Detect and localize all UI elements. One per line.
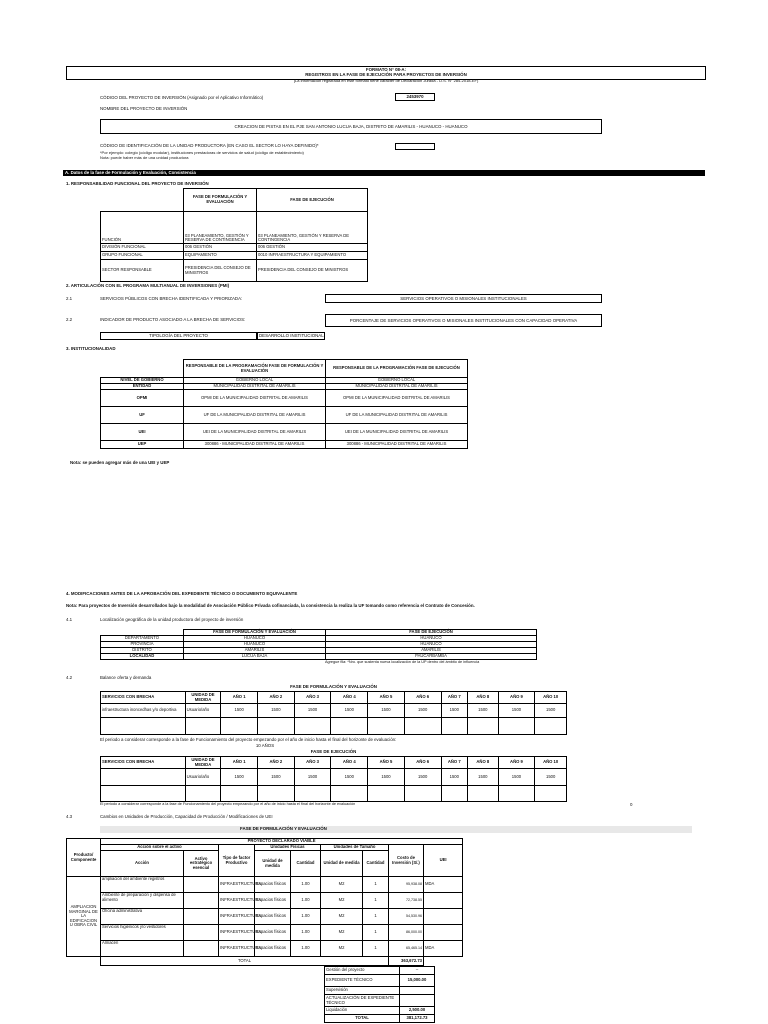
periodo-value: 10 AÑOS [255, 743, 275, 748]
prod-total-label: TOTAL [101, 957, 389, 966]
prod-tipo: INFRAESTRUCTURA [219, 893, 255, 909]
prod-uei [424, 893, 463, 909]
bal-cell: 1500 [404, 704, 441, 718]
balance-fe-header [101, 692, 567, 704]
prod-h-tipo: Tipo de factor Productivo [219, 845, 255, 877]
prod-tipo: INFRAESTRUCTURA [219, 925, 255, 941]
bal-header: AÑO 1 [221, 692, 258, 704]
periodo-note: El periodo a considerar corresponde a la fase de Funcionamiento del proyecto empezando por el año de inicio hasta el final del horizonte de evaluación: [100, 737, 397, 742]
page-title: REGISTROS EN LA FASE DE EJECUCIÓN PARA PROYECTOS DE INVERSIÓN [305, 72, 467, 77]
s2-r1-value[interactable]: SERVICIOS OPERATIVOS O MISIONALES INSTITUCIONALES [325, 294, 602, 303]
s2-r2-label: INDICADOR DE PRODUCTO ASOCIADO A LA BRECHA DE SERVICIOS: [100, 317, 246, 322]
bal-cell: infraestructura inoncedhas y/o deportiva [101, 704, 186, 718]
s3-row-v1: UEI DE LA MUNICIPALIDAD DISTRITAL DE AMARILIS [184, 424, 326, 441]
loc-col2: FASE DE EJECUCIÓN [326, 630, 537, 636]
bal-cell: 1500 [331, 704, 368, 718]
s41-label: Localización geográfica de la unidad productora del proyecto de inversión [100, 617, 244, 622]
bal-cell: 1500 [535, 704, 567, 718]
unidad-note2: Nota: puede haber más de una unidad productora [100, 155, 189, 160]
localizacion-table [100, 629, 537, 660]
nombre-label: NOMBRE DEL PROYECTO DE INVERSIÓN [100, 106, 188, 111]
prod-accion: Oficina administrativa [101, 909, 184, 925]
bal-header: AÑO 3 [294, 757, 331, 769]
s3-note: Nota: se pueden agregar más de una UEI y UEP [70, 460, 170, 465]
prod-uei: MDA [424, 941, 463, 957]
s1-row-v2: 03 PLANEAMIENTO, GESTIÓN Y RESERVA DE CONTINGENCIA [257, 212, 368, 244]
prod-sub-tipo: Espacios físicos [255, 909, 291, 925]
formato-label: FORMATO N° 08-A: [365, 67, 407, 72]
bal-cell: 1500 [468, 704, 499, 718]
s1-row-v2: PRESIDENCIA DEL CONSEJO DE MINISTROS [257, 260, 368, 282]
page-subtitle: (La información registrada en este formato tiene carácter de Declaración Jurada - D.S. N° 284-2018-EF) [293, 78, 479, 83]
section-a-bar: A. Datos de la fase de Formulación y Evaluación, Consistencia [63, 170, 705, 176]
prod-cant2: 1 [363, 893, 389, 909]
prod-h-um: Unidad de medida [255, 851, 291, 877]
bal-header: AÑO 9 [498, 757, 535, 769]
table-row [67, 893, 463, 909]
bal-cell: 1500 [404, 769, 441, 786]
s3-row-v1: 300886 - MUNICIPALIDAD DISTRITAL DE AMARILIS [184, 441, 326, 449]
prod-h-producto: Producto/ Componente [67, 839, 101, 877]
bal-header: AÑO 7 [441, 757, 468, 769]
resumen-label: ACTUALIZACIÓN DE EXPEDIENTE TÉCNICO [325, 995, 400, 1007]
s1-row-label: GRUPO FUNCIONAL [101, 252, 184, 260]
prod-sub-tipo: Espacios físicos [255, 877, 291, 893]
s3-row-v1: UF DE LA MUNICIPALIDAD DISTRITAL DE AMARILIS [184, 407, 326, 424]
resumen-table [324, 966, 435, 1023]
table-row [101, 704, 567, 718]
resumen-value [400, 987, 435, 995]
s3-row-v1: MUNICIPALIDAD DISTRITAL DE AMARILIS [184, 384, 326, 390]
resumen-label: EXPEDIENTE TÉCNICO [325, 975, 400, 987]
prod-cant2: 1 [363, 925, 389, 941]
s4-note: Nota: Para proyectos de Inversión desarrollados bajo la modalidad de Asociación Público Privada cofinanciada, la consistencia la realiza la UF tomando como referencia el Contrato de Concesión. [66, 603, 475, 608]
prod-accion: Ambiente de preparación y dispensa de alimento [101, 893, 184, 909]
periodo-note2: El periodo a considerar corresponde a la fase de Funcionamiento del proyecto empezando por el año de inicio hasta el final del horizonte de evaluación [100, 802, 356, 806]
prod-producto: AMPLIACION MARGINAL DE LA EDIFICACION U OBRA CIVIL [67, 877, 101, 957]
prod-h-uf-group: Unidades Físicas [255, 845, 321, 851]
bal-header: AÑO 8 [468, 757, 499, 769]
bal-header: AÑO 7 [441, 692, 468, 704]
bal-cell [101, 769, 186, 786]
s3-row-label: OPMI [101, 390, 184, 407]
prod-sub-tipo: Espacios físicos [255, 893, 291, 909]
bal-cell: 1500 [498, 769, 535, 786]
loc-row-label: LOCALIDAD [101, 653, 184, 659]
s2-r1-label: SERVICIOS PÚBLICOS CON BRECHA IDENTIFICADA Y PRIORIZADA: [100, 296, 243, 301]
unidad-value[interactable] [395, 143, 435, 150]
bal-header: AÑO 1 [221, 757, 258, 769]
s3-row-v2: UEI DE LA MUNICIPALIDAD DISTRITAL DE AMARILIS [326, 424, 468, 441]
bal-cell: 1500 [221, 704, 258, 718]
s3-row-v2: MUNICIPALIDAD DISTRITAL DE AMARILIS [326, 384, 468, 390]
bal-header: AÑO 4 [331, 757, 368, 769]
prod-h-ut-group: Unidades de Tamaño [321, 845, 389, 851]
s1-row-v1: PRESIDENCIA DEL CONSEJO DE MINISTROS [184, 260, 257, 282]
table-row [67, 925, 463, 941]
prod-h-cant2: Cantidad [363, 851, 389, 877]
prod-total-value: 363,672.73 [389, 957, 424, 966]
prod-sub-tipo: Espacios físicos [255, 941, 291, 957]
zero-value: 0 [630, 802, 633, 807]
prod-cant: 1.00 [291, 909, 321, 925]
s42-label: Balance oferta y demanda [100, 675, 152, 680]
bal-cell: 1500 [368, 704, 405, 718]
table-row [67, 941, 463, 957]
prod-sub-tipo: Espacios físicos [255, 925, 291, 941]
prod-accion: ampliación del ambiente registros [101, 877, 184, 893]
s3-row-label: UF [101, 407, 184, 424]
table-row [101, 769, 567, 786]
bal-header: AÑO 5 [368, 692, 405, 704]
codigo-label: CÓDIGO DEL PROYECTO DE INVERSIÓN (Asignado por el Aplicativo Informático) [100, 95, 264, 100]
s2-r2-value[interactable]: PORCENTAJE DE SERVICIOS OPERATIVOS O MISIONALES INSTITUCIONALES CON CAPACIDAD OPERATIVA [325, 314, 602, 327]
unidad-label: CÓDIGO DE IDENTIFICACIÓN DE LA UNIDAD PRODUCTORA (EN CASO EL SECTOR LO HAYA DEFINIDO)* [100, 143, 319, 148]
prod-tipo: INFRAESTRUCTURA [219, 909, 255, 925]
fe-title: FASE DE FORMULACIÓN Y EVALUACIÓN [290, 684, 377, 689]
s1-row-v2: 0010 INFRAESTRUCTURA Y EQUIPAMIENTO [257, 252, 368, 260]
produccion-table [66, 838, 463, 966]
loc-row-v2: HUANUCO [326, 641, 537, 647]
s1-row-label: DIVISIÓN FUNCIONAL [101, 244, 184, 252]
s3-col1: RESPONSABLE DE LA PROGRAMACIÓN FASE DE FORMULACIÓN Y EVALUACIÓN [184, 360, 326, 378]
bal-cell: 1500 [258, 769, 295, 786]
loc-row-v2: HUANUCO [326, 635, 537, 641]
resumen-label: Gestión del proyecto [325, 967, 400, 975]
s1-row-v1: EQUIPAMIENTO [184, 252, 257, 260]
s3-row-v1: GOBIERNO LOCAL [184, 378, 326, 384]
bal-header: SERVICIOS CON BRECHA [101, 757, 186, 769]
bal-header: UNIDAD DE MEDIDA [185, 692, 221, 704]
bal-header: AÑO 9 [498, 692, 535, 704]
tipologia-label: TIPOLOGÍA DEL PROYECTO [100, 332, 257, 340]
bal-cell: 1500 [535, 769, 567, 786]
prod-cant2: 1 [363, 877, 389, 893]
codigo-value[interactable]: 2453970 [395, 93, 435, 101]
prod-um2: M2 [321, 893, 363, 909]
prod-um2: M2 [321, 877, 363, 893]
loc-row-v2: PAUCARBAMBA [326, 653, 537, 659]
prod-cant: 1.00 [291, 877, 321, 893]
loc-row-label: DISTRITO [101, 647, 184, 653]
responsabilidad-table [100, 188, 368, 282]
prod-accion: Servicios higiénicos y/o vestidores [101, 925, 184, 941]
s4-title: 4. MODIFICACIONES ANTES DE LA APROBACIÓN DEL EXPEDIENTE TÉCNICO O DOCUMENTO EQUIVALENTE [66, 591, 298, 596]
prod-uei [424, 909, 463, 925]
prod-costo: 54,530.96 [389, 909, 424, 925]
resumen-value: 381,172.73 [400, 1015, 435, 1023]
s1-col1: FASE DE FORMULACIÓN Y EVALUACIÓN [184, 189, 257, 212]
prod-costo: 95,938.08 [389, 877, 424, 893]
ej-title: FASE DE EJECUCIÓN [310, 749, 357, 754]
prod-cant: 1.00 [291, 893, 321, 909]
balance-fe-table [100, 691, 567, 735]
table-row [67, 909, 463, 925]
bal-header: SERVICIOS CON BRECHA [101, 692, 186, 704]
s1-row-label: FUNCIÓN [101, 212, 184, 244]
s1-row-v2: 006 GESTIÓN [257, 244, 368, 252]
loc-row-label: DEPARTAMENTO [101, 635, 184, 641]
prod-h-accion: Acción [101, 851, 184, 877]
prod-cant: 1.00 [291, 925, 321, 941]
bal-cell: 1500 [441, 769, 468, 786]
nombre-value[interactable]: CREACION DE PISTAS EN EL PJE SAN ANTONIO LUCUA BAJA, DISTRITO DE AMARILIS - HUANUCO - HUANUCO [100, 119, 602, 134]
s41-num: 4.1 [66, 617, 73, 622]
bal-cell: 1500 [368, 769, 405, 786]
prod-title: FASE DE FORMULACIÓN Y EVALUACIÓN [100, 826, 692, 833]
prod-sub: PROYECTO DECLARADO VIABLE [101, 839, 463, 845]
prod-um2: M2 [321, 925, 363, 941]
prod-h-costo: Costo de Inversión (S/.) [389, 845, 424, 877]
prod-h-uei: UEI [424, 845, 463, 877]
bal-cell: 1500 [498, 704, 535, 718]
resumen-value: – [400, 967, 435, 975]
prod-accion: Almacén [101, 941, 184, 957]
loc-row-v1: HUANUCO [184, 635, 326, 641]
bal-cell: 1500 [294, 769, 331, 786]
resumen-label: TOTAL [325, 1015, 400, 1023]
s1-row-label: SECTOR RESPONSABLE [101, 260, 184, 282]
table-row [101, 718, 567, 735]
resumen-value: 15,000.00 [400, 975, 435, 987]
s3-row-label: ENTIDAD [101, 384, 184, 390]
unidad-note1: *Por ejemplo: colegio (código modular), instituciones prestadoras de servicios de salud (código de establecimiento) [100, 150, 304, 155]
bal-header: AÑO 2 [258, 692, 295, 704]
bal-header: UNIDAD DE MEDIDA [185, 757, 221, 769]
s3-row-v2: GOBIERNO LOCAL [326, 378, 468, 384]
s3-row-label: NIVEL DE GOBIERNO [101, 378, 184, 384]
bal-cell: 1500 [331, 769, 368, 786]
s43-label: Cambios en Unidades de Producción, Capacidad de Producción / Modificaciones de UEI [100, 814, 273, 819]
s3-row-v2: UF DE LA MUNICIPALIDAD DISTRITAL DE AMARILIS [326, 407, 468, 424]
bal-header: AÑO 2 [258, 757, 295, 769]
prod-costo: 86,000.00 [389, 925, 424, 941]
loc-row-v1: AMARILIS [184, 647, 326, 653]
resumen-value [400, 995, 435, 1007]
prod-h-accion-group: Acción sobre el activo [101, 845, 219, 851]
s1-row-v1: 006 GESTIÓN [184, 244, 257, 252]
balance-ej-header [101, 757, 567, 769]
bal-header: AÑO 5 [368, 757, 405, 769]
table-row [101, 786, 567, 802]
prod-tipo: INFRAESTRUCTURA [219, 941, 255, 957]
institucionalidad-table [100, 359, 468, 449]
bal-header: AÑO 6 [404, 692, 441, 704]
prod-cant2: 1 [363, 909, 389, 925]
resumen-label: Liquidación [325, 1007, 400, 1015]
loc-row-v1: HUANUCO [184, 641, 326, 647]
s3-row-v2: 300886 - MUNICIPALIDAD DISTRITAL DE AMARILIS [326, 441, 468, 449]
s42-num: 4.2 [66, 675, 73, 680]
loc-row-label: PROVINCIA [101, 641, 184, 647]
s1-col2: FASE DE EJECUCIÓN [257, 189, 368, 212]
prod-h-um2: Unidad de medida [321, 851, 363, 877]
s2-r2-num: 2.2 [66, 317, 73, 322]
s3-title: 3. INSTITUCIONALIDAD [66, 346, 116, 351]
prod-h-cant: Cantidad [291, 851, 321, 877]
resumen-value: 2,500.00 [400, 1007, 435, 1015]
bal-cell: 1500 [468, 769, 499, 786]
bal-header: AÑO 4 [331, 692, 368, 704]
prod-h-activo: Activo estratégico esencial [184, 851, 219, 877]
bal-cell: Usuario/año [185, 769, 221, 786]
bal-cell: 1500 [258, 704, 295, 718]
s3-col2: RESPONSABLE DE LA PROGRAMACIÓN FASE DE EJECUCIÓN [326, 360, 468, 378]
s3-row-label: UEI [101, 424, 184, 441]
tipologia-value[interactable]: DESARROLLO INSTITUCIONAL [259, 333, 324, 338]
s2-title: 2. ARTICULACIÓN CON EL PROGRAMA MULTIANUAL DE INVERSIONES (PMI) [66, 283, 230, 288]
prod-tipo: INFRAESTRUCTURA [219, 877, 255, 893]
prod-costo: 72,738.55 [389, 893, 424, 909]
s3-row-v1: OPMI DE LA MUNICIPALIDAD DISTRITAL DE AMARILIS [184, 390, 326, 407]
balance-ej-table [100, 756, 567, 802]
prod-uei [424, 925, 463, 941]
loc-row-v2: AMARILIS [326, 647, 537, 653]
loc-footnote: Agregue fila: *Nro. que sustenta nueva localización de la UP dentro del ámbito de influencia [325, 660, 480, 664]
s1-title: 1. RESPONSABILIDAD FUNCIONAL DEL PROYECTO DE INVERSIÓN [66, 181, 209, 186]
prod-um2: M2 [321, 909, 363, 925]
prod-cant: 1.00 [291, 941, 321, 957]
bal-cell: 1500 [441, 704, 468, 718]
bal-header: AÑO 6 [404, 757, 441, 769]
s43-num: 4.3 [66, 814, 73, 819]
s2-r1-num: 2.1 [66, 296, 73, 301]
prod-um2: M2 [321, 941, 363, 957]
prod-cant2: 1 [363, 941, 389, 957]
bal-header: AÑO 8 [468, 692, 499, 704]
loc-row-v1: LUCUA BAJA [184, 653, 326, 659]
bal-cell: 1500 [294, 704, 331, 718]
s3-row-label: UEP [101, 441, 184, 449]
s1-row-v1: 03 PLANEAMIENTO, GESTIÓN Y RESERVA DE CONTINGENCIA [184, 212, 257, 244]
bal-header: AÑO 3 [294, 692, 331, 704]
resumen-label: Supervisión [325, 987, 400, 995]
prod-costo: 65,465.14 [389, 941, 424, 957]
loc-col1: FASE DE FORMULACIÓN Y EVALUACIÓN [184, 630, 326, 636]
table-row [67, 877, 463, 893]
bal-header: AÑO 10 [535, 757, 567, 769]
bal-cell: 1500 [221, 769, 258, 786]
prod-uei: MDA [424, 877, 463, 893]
bal-cell: Usuario/año [185, 704, 221, 718]
bal-header: AÑO 10 [535, 692, 567, 704]
s3-row-v2: OPMI DE LA MUNICIPALIDAD DISTRITAL DE AMARILIS [326, 390, 468, 407]
